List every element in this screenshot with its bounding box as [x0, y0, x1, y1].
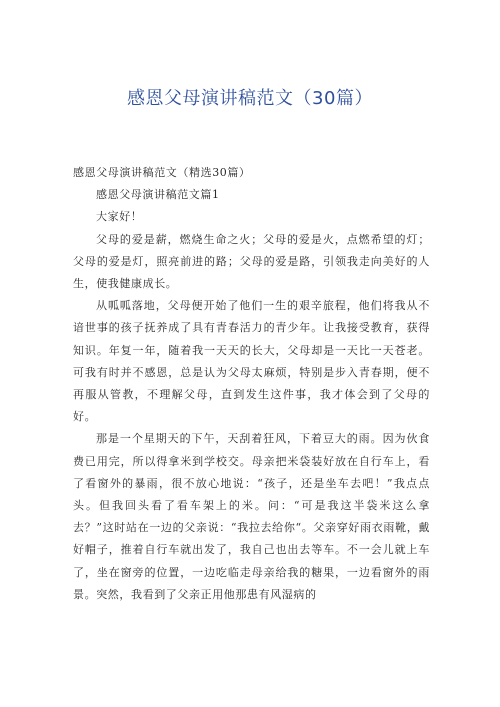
- body-paragraph-3: 那是一个星期天的下午，天刮着狂风，下着豆大的雨。因为伙食费已用完，所以得拿米到学校交。母亲把米袋装好放在自行车上，看了看窗外的暴雨，很不放心地说：“孩子，还是坐车去吧！”我点点头。但我回头看了看车架上的米。问：“可是我这半袋米这么拿去？”这时站在一边的父亲说：“我拉去给你“。父亲穿好雨衣雨靴，戴好帽子，推着自行车就出发了，我自己也出去等车。不一会儿就上车了，坐在窗旁的位置，一边吃临走母亲给我的糖果，一边看窗外的雨景。突然，我看到了父亲正用他那患有风湿病的: [73, 432, 430, 601]
- greeting-paragraph: 大家好！: [96, 210, 143, 224]
- section-heading: 感恩父母演讲稿范文篇1: [96, 188, 220, 202]
- body-paragraph-1: 父母的爱是薪，燃烧生命之火；父母的爱是火，点燃希望的灯；父母的爱是灯，照亮前进的路；父母的爱是路，引领我走向美好的人生，使我健康成长。: [73, 232, 430, 291]
- document-subtitle: 感恩父母演讲稿范文（精选30篇）: [73, 166, 251, 179]
- document-body: [73, 162, 430, 606]
- document-title: 感恩父母演讲稿范文（30篇）: [127, 88, 373, 109]
- body-paragraph-2: 从呱呱落地，父母便开始了他们一生的艰辛旅程，他们将我从不谙世事的孩子抚养成了具有青春活力的青少年。让我接受教育，获得知识。年复一年，随着我一天天的长大，父母却是一天比一天苍老。可我有时并不感恩，总是认为父母太麻烦，特别是步入青春期，便不再服从管教，不理解父母，直到发生这件事，我才体会到了父母的好。: [73, 299, 430, 424]
